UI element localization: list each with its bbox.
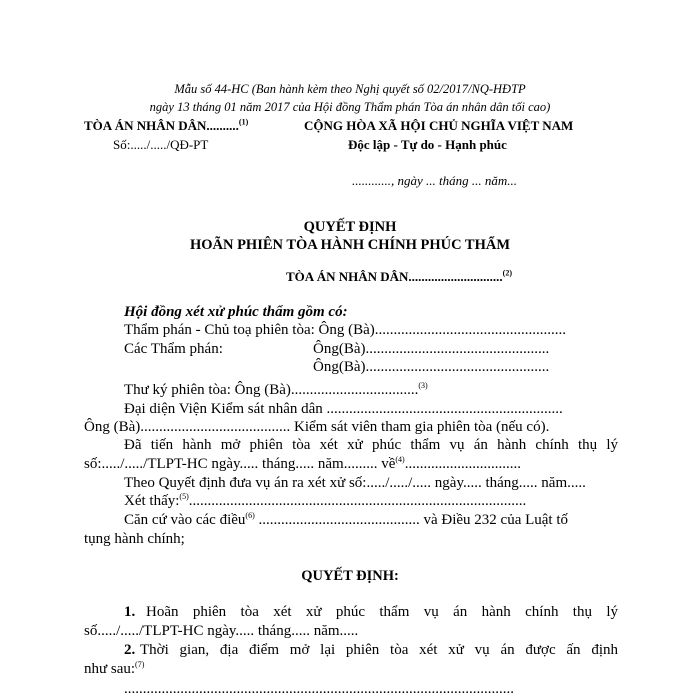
date-line: ............, ngày ... tháng ... năm... <box>352 173 518 188</box>
motto: Độc lập - Tự do - Hạnh phúc <box>348 137 507 152</box>
opened-sup: (4) <box>395 455 405 464</box>
title-court-text: TÒA ÁN NHÂN DÂN............................. <box>286 269 503 284</box>
decision-heading: QUYẾT ĐỊNH: <box>301 568 399 584</box>
form-note-line1: Mẫu số 44-HC (Ban hành kèm theo Nghị quyết số 02/2017/NQ-HĐTP <box>174 82 526 96</box>
basis-sup: (6) <box>245 511 255 520</box>
item2-num: 2. <box>124 642 136 658</box>
presiding-judge-line: Thẩm phán - Chủ toạ phiên tòa: Ông (Bà)................................................... <box>124 322 567 338</box>
item1-number <box>124 605 135 620</box>
item2-line2 <box>84 662 144 677</box>
basis-line2: tụng hành chính; <box>84 531 185 547</box>
basis-text-b: ........................................... và Điều 232 của Luật tố <box>258 512 569 528</box>
title-court-sup: (2) <box>502 268 512 278</box>
procurator-line1: Đại diện Viện Kiểm sát nhân dân ............................................................... <box>124 401 563 417</box>
decision-number: Số:...../...../QĐ-PT <box>113 137 209 152</box>
clerk-line <box>124 383 428 398</box>
item1-line1: Hoãn phiên tòa xét xử phúc thẩm vụ án hành chính thụ lý <box>146 604 618 620</box>
court-name <box>84 119 248 132</box>
basis-text-a: Căn cứ vào các điều <box>124 512 246 528</box>
court-name-text: TÒA ÁN NHÂN DÂN.......... <box>84 118 239 133</box>
clerk-text: Thư ký phiên tòa: Ông (Bà).................................. <box>124 382 419 398</box>
considering-label: Xét thấy: <box>124 493 180 509</box>
item1-num: 1. <box>124 604 136 620</box>
title-line1: QUYẾT ĐỊNH <box>303 219 397 235</box>
opened-text: số:...../...../TLPT-HC ngày..... tháng..... năm......... về <box>84 456 396 472</box>
title-court-line <box>286 270 512 283</box>
procurator-line2: Ông (Bà)........................................ Kiểm sát viên tham gia phiên tòa (nếu có). <box>84 419 550 435</box>
considering-line <box>124 494 526 509</box>
item2-sup: (7) <box>135 660 145 669</box>
considering-sup: (5) <box>179 492 189 501</box>
clerk-sup: (3) <box>418 381 428 390</box>
opened-tail: ............................... <box>404 456 521 472</box>
panel-heading: Hội đồng xét xử phúc thẩm gồm có: <box>124 304 348 320</box>
title-line2: HOÃN PHIÊN TÒA HÀNH CHÍNH PHÚC THẨM <box>189 237 511 253</box>
item2-dots: ........................................................................................................ <box>124 681 514 697</box>
country-name: CỘNG HÒA XÃ HỘI CHỦ NGHĨA VIỆT NAM <box>304 118 574 133</box>
form-note-line2: ngày 13 tháng 01 năm 2017 của Hội đồng Thẩm phán Tòa án nhân dân tối cao) <box>149 100 551 114</box>
item2-number <box>124 643 135 658</box>
judge1-line: Ông(Bà)................................................. <box>313 341 550 357</box>
opened-line1: Đã tiến hành mở phiên tòa xét xử phúc thẩm vụ án hành chính thụ lý <box>124 437 618 453</box>
item1-line2: số...../...../TLPT-HC ngày..... tháng..... năm..... <box>84 623 359 639</box>
item2-text: như sau: <box>84 661 136 677</box>
court-sup: (1) <box>238 117 249 127</box>
item2-line1: Thời gian, địa điểm mở lại phiên tòa xét xử vụ án được ấn định <box>140 642 618 658</box>
judges-label: Các Thẩm phán: <box>124 341 223 357</box>
opened-line2 <box>84 457 521 472</box>
judge2-line: Ông(Bà)................................................. <box>313 359 550 375</box>
basis-line1 <box>124 513 568 528</box>
considering-dots: .......................................................................................... <box>188 493 527 509</box>
per-decision-line: Theo Quyết định đưa vụ án ra xét xử số:...../...../..... ngày..... tháng..... năm..... <box>124 475 586 491</box>
